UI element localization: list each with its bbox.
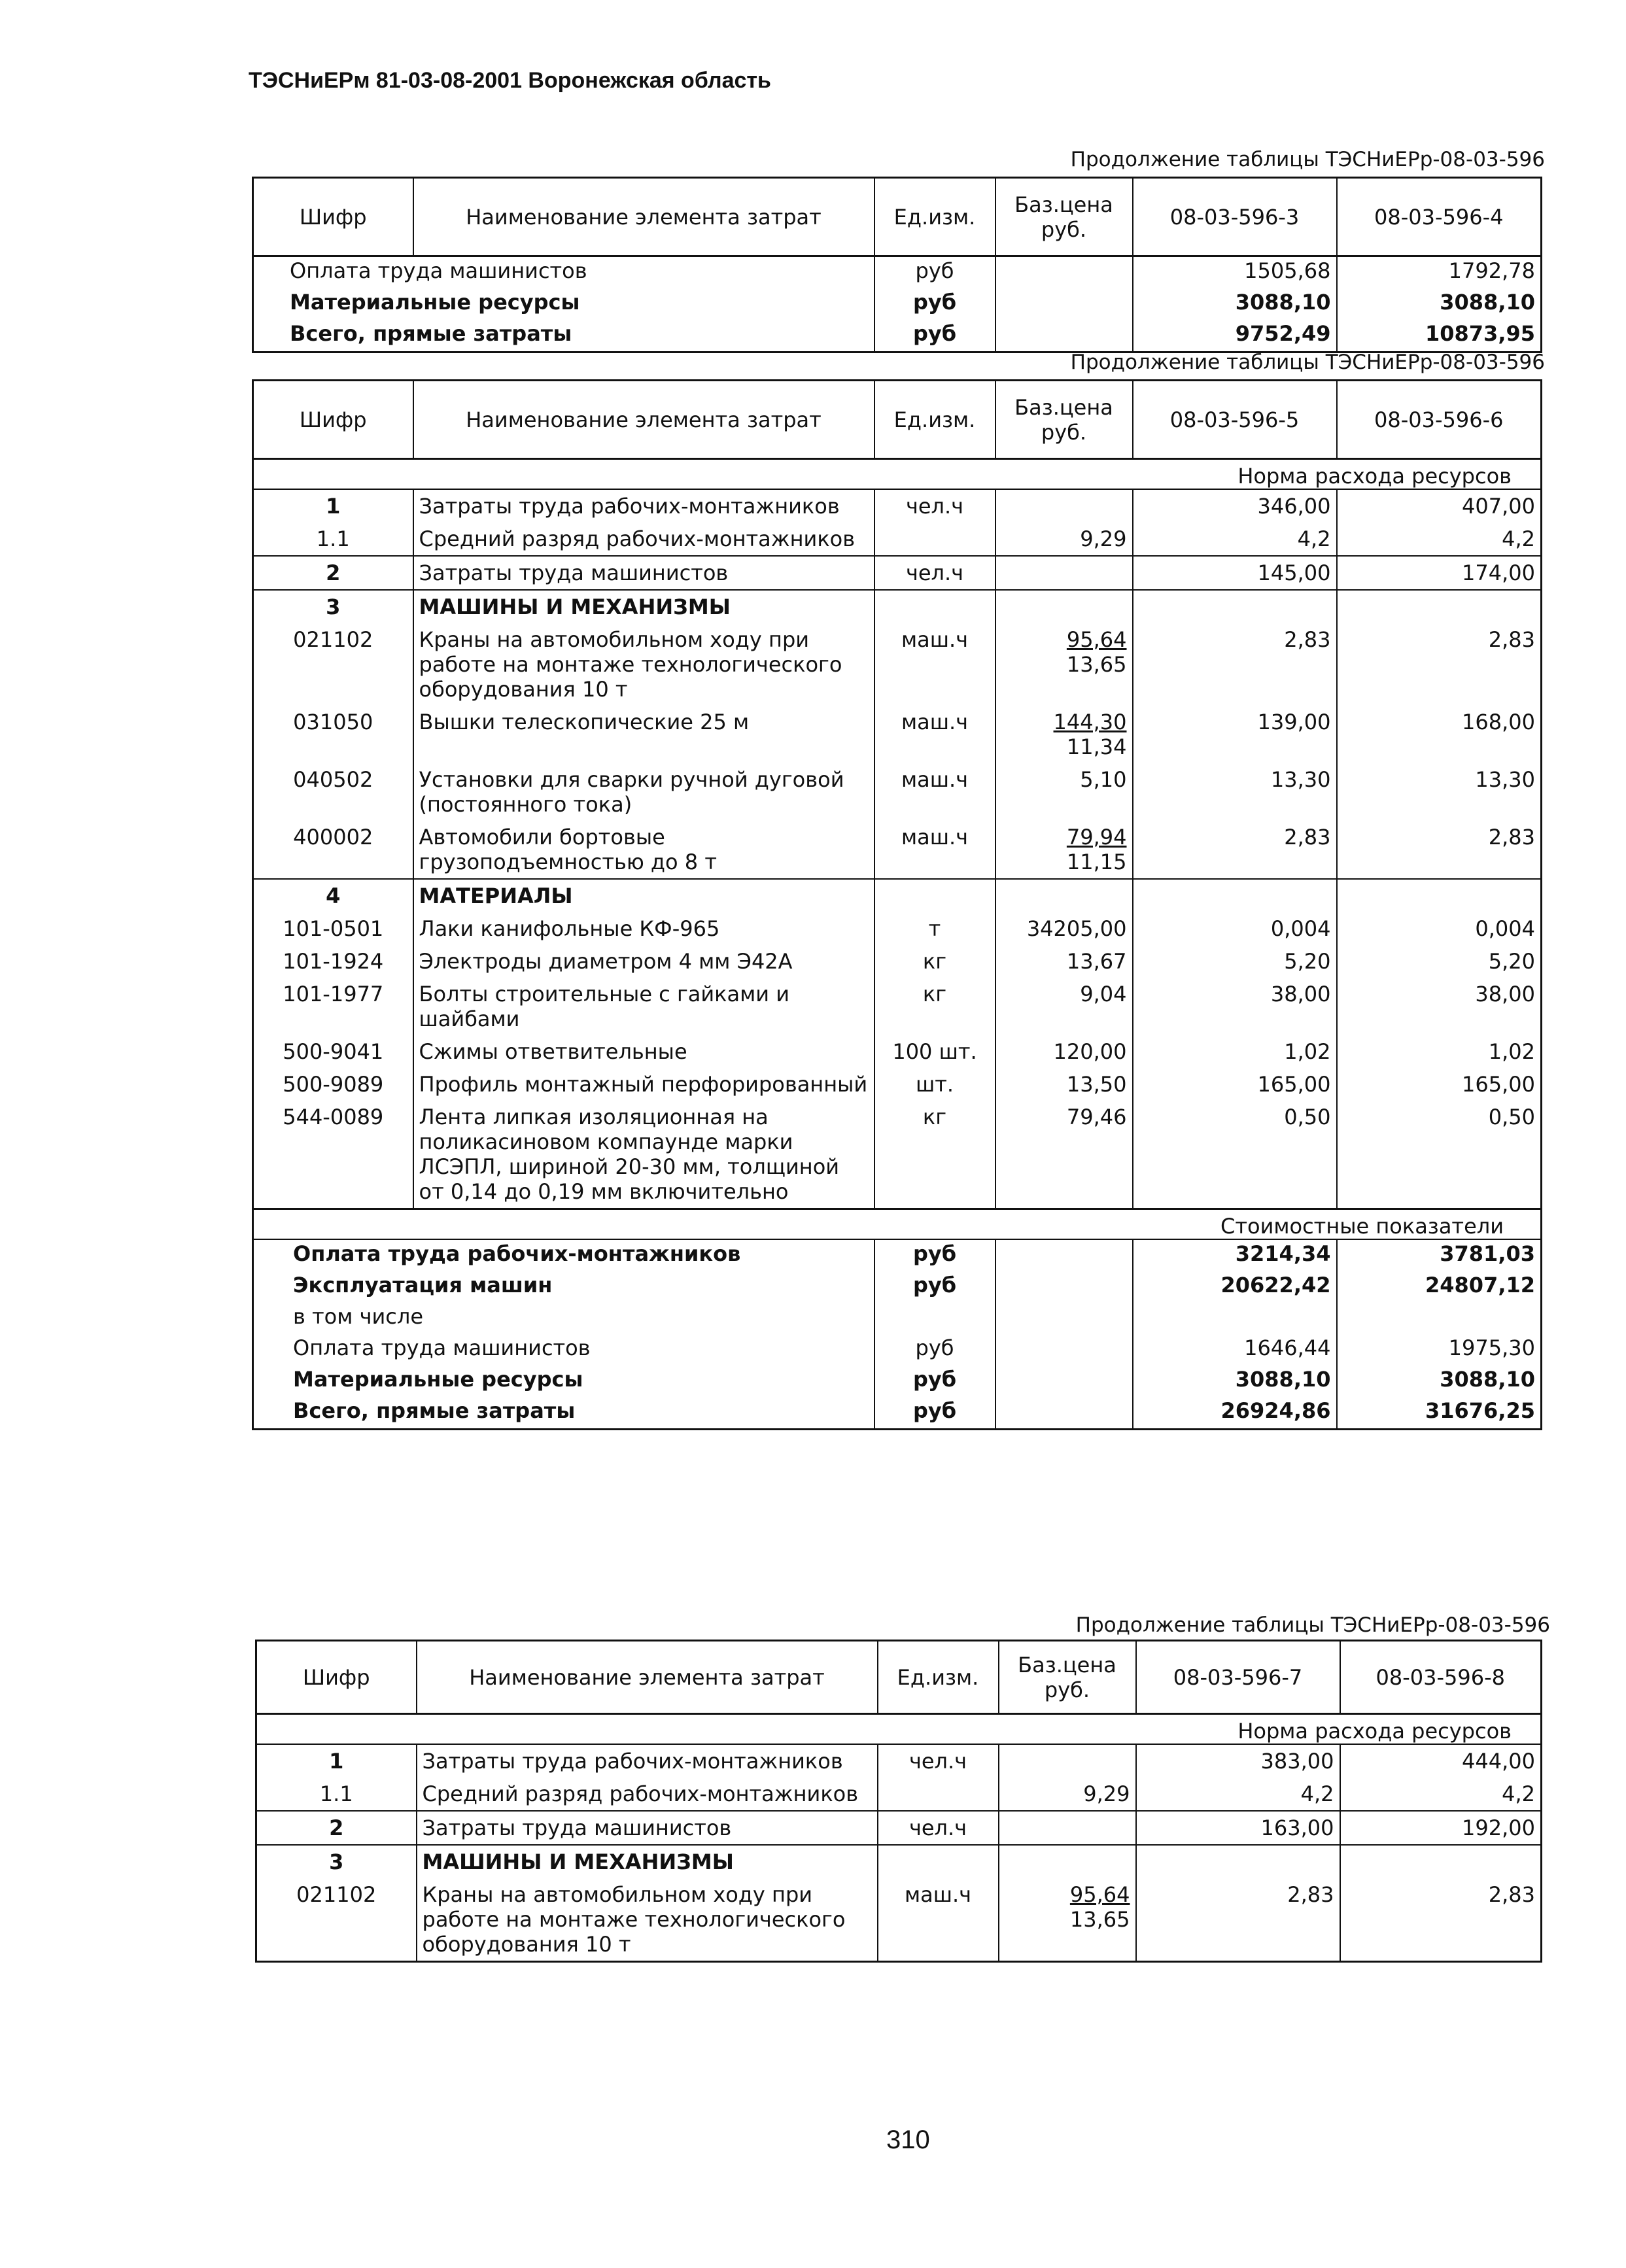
section-heading-row xyxy=(253,590,1542,623)
table-cell: Установки для сварки ручной дуговой (постоянного тока) xyxy=(413,763,874,821)
table-continuation-caption: Продолжение таблицы ТЭСНиЕРр-08-03-596 xyxy=(1070,148,1545,171)
table-row xyxy=(253,320,1542,352)
table-cell: Оплата труда машинистов xyxy=(290,258,587,283)
table-cell: 165,00 xyxy=(1337,1068,1542,1101)
cell-text: Баз.цена xyxy=(1018,1652,1116,1677)
table-row xyxy=(256,1811,1542,1845)
col-header-name: Наименование элемента затрат xyxy=(413,178,874,256)
table-row xyxy=(253,763,1542,821)
table-cell: 9,29 xyxy=(995,523,1133,556)
col-header-price xyxy=(995,381,1133,459)
table-cell: 3214,34 xyxy=(1133,1239,1337,1271)
table-cell: Профиль монтажный перфорированный xyxy=(413,1068,874,1101)
table-row xyxy=(253,1101,1542,1209)
table-cell xyxy=(995,1366,1133,1397)
table-cell: 192,00 xyxy=(1340,1811,1542,1845)
table-cell xyxy=(995,879,1133,912)
table-cell xyxy=(1133,1303,1337,1334)
summary-row xyxy=(253,1239,1542,1271)
table-cell: чел.ч xyxy=(874,556,995,590)
table-cell: 383,00 xyxy=(1136,1744,1340,1778)
table-cell: Средний разряд рабочих-монтажников xyxy=(413,523,874,556)
table-cell: 9,29 xyxy=(999,1778,1136,1811)
table-cell: 1975,30 xyxy=(1337,1334,1542,1366)
table-cell: 9,04 xyxy=(995,978,1133,1035)
table-cell: маш.ч xyxy=(874,706,995,763)
table-cell: Краны на автомобильном ходу при работе на монтаже технологического оборудования 10 т xyxy=(417,1878,878,1962)
table-row xyxy=(253,523,1542,556)
table-cell xyxy=(995,706,1133,763)
cell-text: 13,65 xyxy=(1066,652,1127,677)
table-cell: 13,67 xyxy=(995,945,1133,978)
cost-table-596-3-4 xyxy=(252,177,1542,353)
table-row xyxy=(253,1068,1542,1101)
table-cell: 120,00 xyxy=(995,1035,1133,1068)
table-cell: Эксплуатация машин xyxy=(293,1273,553,1297)
table-cell xyxy=(995,1334,1133,1366)
table-cell: МАТЕРИАЛЫ xyxy=(413,879,874,912)
table-cell xyxy=(874,879,995,912)
table-cell: маш.ч xyxy=(874,763,995,821)
table-cell: 2,83 xyxy=(1337,821,1542,879)
cell-text: Баз.цена xyxy=(1014,192,1113,217)
table-cell: 444,00 xyxy=(1340,1744,1542,1778)
col-header-price xyxy=(999,1641,1136,1714)
col-header-unit: Ед.изм. xyxy=(878,1641,999,1714)
table-cell: 1646,44 xyxy=(1133,1334,1337,1366)
table-cell: 38,00 xyxy=(1337,978,1542,1035)
table-cell: Сжимы ответвительные xyxy=(413,1035,874,1068)
table-cell: 3088,10 xyxy=(1133,1366,1337,1397)
table-cell: т xyxy=(874,912,995,945)
table-cell: 4,2 xyxy=(1337,523,1542,556)
table-cell: 021102 xyxy=(293,627,373,652)
table-cell: 500-9041 xyxy=(283,1039,384,1064)
table-cell: Автомобили бортовые грузоподъемностью до 8 т xyxy=(413,821,874,879)
table-cell: 5,20 xyxy=(1337,945,1542,978)
table-row xyxy=(253,256,1542,289)
table-cell xyxy=(995,1303,1133,1334)
table-cell xyxy=(995,1397,1133,1430)
col-header-name: Наименование элемента затрат xyxy=(413,381,874,459)
table-cell: 1,02 xyxy=(1133,1035,1337,1068)
table-row xyxy=(253,706,1542,763)
table-cell: 13,50 xyxy=(995,1068,1133,1101)
table-cell xyxy=(874,1303,995,1334)
cell-text: 95,64 xyxy=(1066,627,1127,652)
col-header-name: Наименование элемента затрат xyxy=(417,1641,878,1714)
table-header-row xyxy=(253,178,1542,256)
table-header-row xyxy=(256,1641,1542,1714)
table-cell xyxy=(874,590,995,623)
table-cell: 31676,25 xyxy=(1337,1397,1542,1430)
table-cell: 346,00 xyxy=(1133,489,1337,523)
table-row xyxy=(253,489,1542,523)
table-cell: 2,83 xyxy=(1133,623,1337,706)
table-cell: 9752,49 xyxy=(1133,320,1337,352)
section-band-costs xyxy=(253,1209,1542,1240)
table-cell: 139,00 xyxy=(1133,706,1337,763)
table-cell: 4,2 xyxy=(1340,1778,1542,1811)
table-cell: 5,20 xyxy=(1133,945,1337,978)
table-cell: 2,83 xyxy=(1133,821,1337,879)
table-cell: Вышки телескопические 25 м xyxy=(413,706,874,763)
table-cell xyxy=(874,523,995,556)
table-cell: 3 xyxy=(253,590,413,623)
section-band-norms xyxy=(253,459,1542,490)
table-cell xyxy=(878,1845,999,1878)
table-cell: кг xyxy=(874,1101,995,1209)
table-cell: 20622,42 xyxy=(1133,1271,1337,1303)
table-cell: Материальные ресурсы xyxy=(290,290,580,315)
page-number: 310 xyxy=(886,2125,930,2154)
table-cell: Лаки канифольные КФ-965 xyxy=(413,912,874,945)
table-cell xyxy=(995,489,1133,523)
table-cell xyxy=(1133,879,1337,912)
table-row xyxy=(253,556,1542,590)
col-header-variant-a: 08-03-596-5 xyxy=(1133,381,1337,459)
table-row xyxy=(256,1778,1542,1811)
table-cell: 3781,03 xyxy=(1337,1239,1542,1271)
table-cell xyxy=(995,1239,1133,1271)
table-cell: 1,02 xyxy=(1337,1035,1542,1068)
cell-text: Баз.цена xyxy=(1014,394,1113,420)
table-cell: 145,00 xyxy=(1133,556,1337,590)
table-cell xyxy=(995,623,1133,706)
table-cell xyxy=(1136,1845,1340,1878)
table-row xyxy=(253,912,1542,945)
table-cell: 34205,00 xyxy=(995,912,1133,945)
table-cell: 407,00 xyxy=(1337,489,1542,523)
table-cell xyxy=(1133,590,1337,623)
table-header-row xyxy=(253,381,1542,459)
cell-text: руб. xyxy=(1044,1677,1090,1702)
table-cell: 4,2 xyxy=(1133,523,1337,556)
table-cell: Оплата труда рабочих-монтажников xyxy=(253,1239,874,1271)
table-continuation-caption: Продолжение таблицы ТЭСНиЕРр-08-03-596 xyxy=(1070,351,1545,374)
table-cell: 101-0501 xyxy=(283,916,384,941)
cell-text: 11,15 xyxy=(1066,850,1127,874)
table-cell: 101-1924 xyxy=(283,949,384,974)
table-cell: 2,83 xyxy=(1136,1878,1340,1962)
table-row xyxy=(253,1035,1542,1068)
table-cell: Затраты труда машинистов xyxy=(417,1811,878,1845)
table-cell: руб xyxy=(874,1397,995,1430)
section-band-norms xyxy=(256,1714,1542,1745)
table-cell: 040502 xyxy=(293,767,373,792)
cell-text: 13,65 xyxy=(1069,1907,1130,1932)
table-cell: Электроды диаметром 4 мм Э42А xyxy=(413,945,874,978)
table-cell: 1.1 xyxy=(316,526,350,551)
table-cell: 2 xyxy=(256,1811,417,1845)
table-cell xyxy=(995,556,1133,590)
table-cell: 544-0089 xyxy=(283,1105,384,1129)
table-cell: Затраты труда рабочих-монтажников xyxy=(417,1744,878,1778)
section-heading-row xyxy=(253,879,1542,912)
col-header-code: Шифр xyxy=(253,178,413,256)
table-row xyxy=(253,945,1542,978)
table-cell: руб xyxy=(874,1366,995,1397)
table-cell: руб xyxy=(874,288,995,320)
summary-row xyxy=(253,1397,1542,1430)
table-cell xyxy=(999,1845,1136,1878)
cell-text: руб. xyxy=(1041,216,1087,242)
table-cell: 031050 xyxy=(293,710,373,734)
table-cell: в том числе xyxy=(293,1304,423,1329)
table-cell: Затраты труда рабочих-монтажников xyxy=(413,489,874,523)
col-header-unit: Ед.изм. xyxy=(874,178,995,256)
table-cell: 26924,86 xyxy=(1133,1397,1337,1430)
col-header-variant-a: 08-03-596-3 xyxy=(1133,178,1337,256)
table-cell: 3088,10 xyxy=(1133,288,1337,320)
table-cell: 168,00 xyxy=(1337,706,1542,763)
table-cell: шт. xyxy=(874,1068,995,1101)
table-cell: 400002 xyxy=(293,825,373,850)
table-cell: 2,83 xyxy=(1337,623,1542,706)
summary-row xyxy=(253,1366,1542,1397)
table-cell: маш.ч xyxy=(874,821,995,879)
table-cell xyxy=(995,256,1133,289)
table-cell: 4 xyxy=(253,879,413,912)
table-cell: руб xyxy=(874,1334,995,1366)
table-row xyxy=(253,821,1542,879)
cell-text: 144,30 xyxy=(1053,710,1127,734)
table-cell: 79,46 xyxy=(995,1101,1133,1209)
table-cell: 1 xyxy=(253,489,413,523)
table-cell: Стоимостные показатели xyxy=(253,1209,1542,1240)
table-cell xyxy=(1337,879,1542,912)
table-cell: Оплата труда машинистов xyxy=(293,1335,591,1360)
table-cell: Норма расхода ресурсов xyxy=(253,459,1542,490)
table-cell: 101-1977 xyxy=(283,982,384,1006)
table-cell: Краны на автомобильном ходу при работе на монтаже технологического оборудования 10 т xyxy=(413,623,874,706)
col-header-variant-b: 08-03-596-4 xyxy=(1337,178,1542,256)
table-cell xyxy=(995,320,1133,352)
resource-table-596-7-8 xyxy=(255,1640,1542,1963)
table-continuation-caption: Продолжение таблицы ТЭСНиЕРр-08-03-596 xyxy=(1075,1613,1550,1637)
table-cell: маш.ч xyxy=(874,623,995,706)
table-cell: 4,2 xyxy=(1136,1778,1340,1811)
table-cell: 500-9089 xyxy=(283,1072,384,1097)
cell-text: 79,94 xyxy=(1066,825,1127,850)
table-cell: 021102 xyxy=(296,1882,377,1907)
table-cell: Норма расхода ресурсов xyxy=(256,1714,1542,1745)
table-cell: 3 xyxy=(256,1845,417,1878)
table-cell: Всего, прямые затраты xyxy=(290,321,572,346)
table-cell: кг xyxy=(874,945,995,978)
col-header-code: Шифр xyxy=(253,381,413,459)
table-cell: чел.ч xyxy=(874,489,995,523)
resource-table-596-5-6 xyxy=(252,379,1542,1430)
table-cell: МАШИНЫ И МЕХАНИЗМЫ xyxy=(417,1845,878,1878)
table-cell xyxy=(1337,1303,1542,1334)
document-header-title: ТЭСНиЕРм 81-03-08-2001 Воронежская область xyxy=(249,68,771,93)
table-cell: 163,00 xyxy=(1136,1811,1340,1845)
table-cell: 0,50 xyxy=(1133,1101,1337,1209)
table-cell: 38,00 xyxy=(1133,978,1337,1035)
table-cell: чел.ч xyxy=(878,1744,999,1778)
table-cell: 13,30 xyxy=(1133,763,1337,821)
table-cell: 3088,10 xyxy=(1337,1366,1542,1397)
cell-text: 11,34 xyxy=(1066,734,1127,759)
table-cell xyxy=(999,1878,1136,1962)
table-cell xyxy=(995,1271,1133,1303)
table-cell: Болты строительные с гайками и шайбами xyxy=(413,978,874,1035)
table-cell: Материальные ресурсы xyxy=(293,1367,583,1392)
table-cell: руб xyxy=(874,1271,995,1303)
table-cell: МАШИНЫ И МЕХАНИЗМЫ xyxy=(413,590,874,623)
table-row xyxy=(253,288,1542,320)
table-cell: 1.1 xyxy=(319,1781,353,1806)
table-cell: Средний разряд рабочих-монтажников xyxy=(417,1778,878,1811)
table-row xyxy=(253,978,1542,1035)
table-cell: руб xyxy=(874,256,995,289)
table-cell xyxy=(878,1778,999,1811)
table-cell xyxy=(1340,1845,1542,1878)
table-cell: 1792,78 xyxy=(1337,256,1542,289)
table-cell: 174,00 xyxy=(1337,556,1542,590)
table-cell: 165,00 xyxy=(1133,1068,1337,1101)
section-heading-row xyxy=(256,1845,1542,1878)
summary-row xyxy=(253,1334,1542,1366)
col-header-variant-b: 08-03-596-6 xyxy=(1337,381,1542,459)
table-cell: Затраты труда машинистов xyxy=(413,556,874,590)
summary-row xyxy=(253,1271,1542,1303)
table-cell: 24807,12 xyxy=(1337,1271,1542,1303)
table-cell xyxy=(1337,590,1542,623)
table-cell: маш.ч xyxy=(878,1878,999,1962)
table-cell xyxy=(995,821,1133,879)
table-cell: 100 шт. xyxy=(874,1035,995,1068)
table-cell: 2,83 xyxy=(1340,1878,1542,1962)
table-cell: Лента липкая изоляционная на поликасиновом компаунде марки ЛСЭПЛ, шириной 20-30 мм, толщиной от 0,14 до 0,19 мм включительно xyxy=(413,1101,874,1209)
table-cell: 0,004 xyxy=(1133,912,1337,945)
table-row xyxy=(256,1878,1542,1962)
col-header-variant-a: 08-03-596-7 xyxy=(1136,1641,1340,1714)
table-cell: 2 xyxy=(253,556,413,590)
table-cell: 0,50 xyxy=(1337,1101,1542,1209)
table-cell: руб xyxy=(874,320,995,352)
table-cell: 5,10 xyxy=(995,763,1133,821)
table-cell: руб xyxy=(874,1239,995,1271)
table-cell xyxy=(999,1811,1136,1845)
cell-text: 95,64 xyxy=(1069,1882,1130,1907)
col-header-unit: Ед.изм. xyxy=(874,381,995,459)
table-cell xyxy=(995,590,1133,623)
table-cell: 3088,10 xyxy=(1337,288,1542,320)
table-cell: чел.ч xyxy=(878,1811,999,1845)
summary-row xyxy=(253,1303,1542,1334)
table-row xyxy=(253,623,1542,706)
table-cell: кг xyxy=(874,978,995,1035)
col-header-variant-b: 08-03-596-8 xyxy=(1340,1641,1542,1714)
table-cell: 1505,68 xyxy=(1133,256,1337,289)
cell-text: руб. xyxy=(1041,419,1087,445)
table-cell xyxy=(999,1744,1136,1778)
table-cell: 13,30 xyxy=(1337,763,1542,821)
table-cell xyxy=(995,288,1133,320)
table-cell: Всего, прямые затраты xyxy=(293,1398,576,1423)
table-cell: 0,004 xyxy=(1337,912,1542,945)
col-header-code: Шифр xyxy=(256,1641,417,1714)
table-cell: 10873,95 xyxy=(1337,320,1542,352)
table-cell: 1 xyxy=(256,1744,417,1778)
col-header-price xyxy=(995,178,1133,256)
table-row xyxy=(256,1744,1542,1778)
